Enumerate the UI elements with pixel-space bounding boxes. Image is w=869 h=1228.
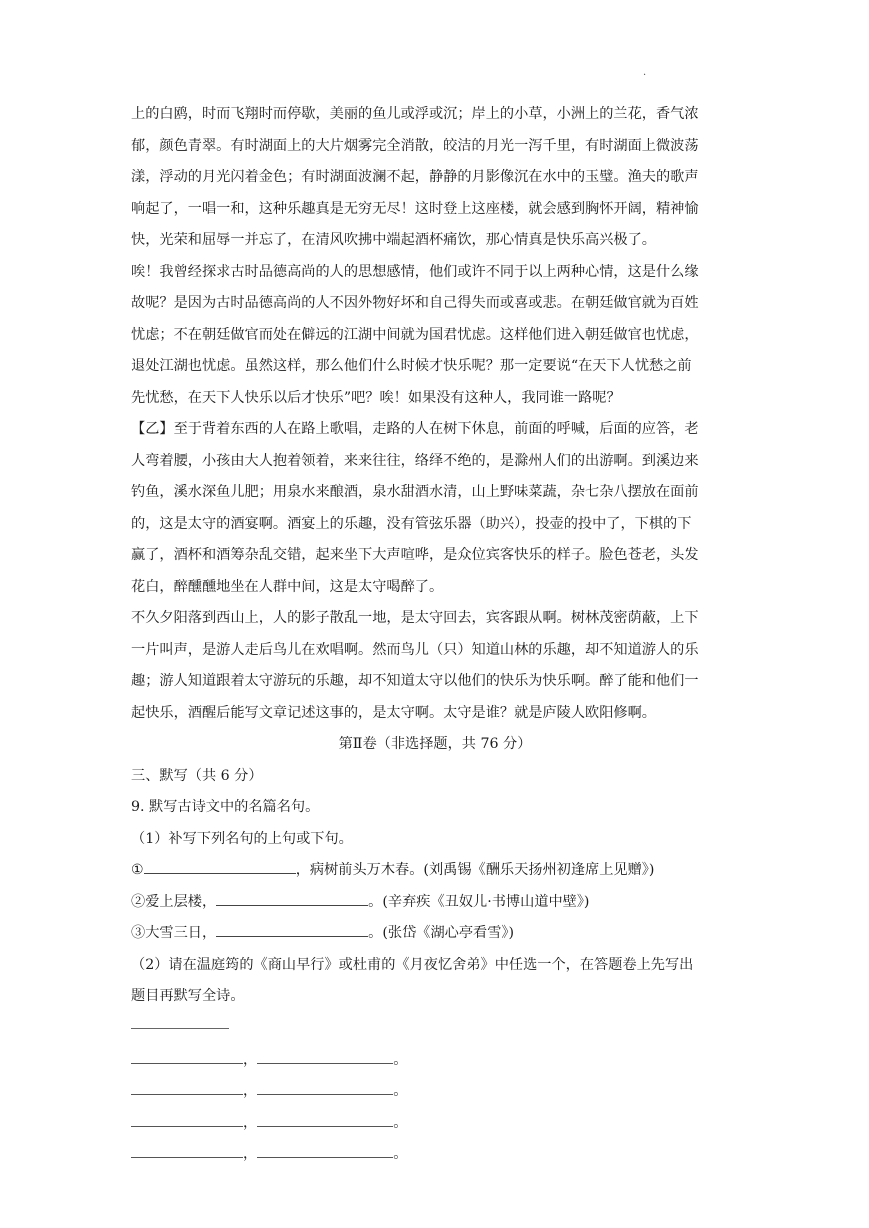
text-line: 退处江湖也忧虑。虽然这样，那么他们什么时候才快乐呢？那一定要说“在天下人忧愁之前	[131, 358, 692, 374]
answer-blank[interactable]	[131, 1142, 243, 1158]
fill-item-3: ③大雪三日， 。(张岱《湖心亭看雪》)	[131, 918, 739, 950]
answer-blank[interactable]	[131, 1079, 243, 1095]
text-line: 上的白鸥，时而飞翔时而停歇，美丽的鱼儿或浮或沉；岸上的小草，小洲上的兰花，香气浓	[131, 106, 699, 122]
text-line: 漾，浮动的月光闪着金色；有时湖面波澜不起，静静的月影像沉在水中的玉璧。渔夫的歌声	[131, 169, 699, 185]
answer-blank[interactable]	[144, 859, 296, 874]
sub-question-1: （1）补写下列名句的上句或下句。	[131, 830, 353, 847]
document-page	[131, 99, 739, 1171]
answer-blank[interactable]	[216, 922, 368, 937]
text-line: 不久夕阳落到西山上，人的影子散乱一地，是太守回去，宾客跟从啊。树林茂密荫蔽，上下	[131, 610, 699, 626]
poem-answer-row: ， 。	[131, 1139, 739, 1171]
answer-blank[interactable]	[257, 1111, 393, 1127]
item-number: ③	[131, 925, 146, 941]
fill-item-1: ① ，病树前头万木春。(刘禹锡《酬乐天扬州初逢席上见赠》)	[131, 855, 739, 887]
poem-answer-row: ， 。	[131, 1108, 739, 1140]
item-number: ①	[131, 862, 144, 878]
poem-answer-row: ， 。	[131, 1076, 739, 1108]
question-9: 9. 默写古诗文中的名篇名句。	[131, 799, 320, 815]
answer-blank[interactable]	[257, 1079, 393, 1095]
answer-blank[interactable]	[216, 891, 368, 906]
text-line: 先忧愁，在天下人快乐以后才快乐”吧？唉！如果没有这种人，我同谁一路呢？	[131, 389, 621, 406]
poem-answer-row: ， 。	[131, 1045, 739, 1077]
text-line: 【乙】至于背着东西的人在路上歌唱，走路的人在树下休息，前面的呼喊，后面的应答，老	[131, 421, 699, 437]
text-line: 唉！我曾经探求古时品德高尚的人的思想感情，他们或许不同于以上两种心情，这是什么缘	[131, 263, 699, 280]
fill-item-2: ②爱上层楼， 。(辛弃疾《丑奴儿·书博山道中壁》)	[131, 887, 739, 919]
text-line: 响起了，一唱一和，这种乐趣真是无穷无尽！这时登上这座楼，就会感到胸怀开阔，精神愉	[131, 200, 699, 217]
sub-question-2-cont: 题目再默写全诗。	[131, 988, 245, 1004]
text-line: 快，光荣和屈辱一并忘了，在清风吹拂中端起酒杯痛饮，那心情真是快乐高兴极了。	[131, 232, 656, 248]
answer-blank[interactable]	[131, 1111, 243, 1127]
sub-question-2: （2）请在温庭筠的《商山早行》或杜甫的《月夜忆舍弟》中任选一个，在答题卷上先写出	[131, 956, 694, 973]
text-line: 故呢？是因为古时品德高尚的人不因外物好坏和自己得失而或喜或悲。在朝廷做官就为百姓	[131, 295, 699, 311]
text-line: 的，这是太守的酒宴啊。酒宴上的乐趣，没有管弦乐器（助兴），投壶的投中了，下棋的下	[131, 515, 692, 532]
text-line: 人弯着腰，小孩由大人抱着领着，来来往往，络绎不绝的，是滁州人们的出游啊。到溪边来	[131, 452, 699, 469]
text-line: 钓鱼，溪水深鱼儿肥；用泉水来酿酒，泉水甜酒水清，山上野味菜蔬，杂七杂八摆放在面前	[131, 484, 699, 500]
text-line: 趣；游人知道跟着太守游玩的乐趣，却不知道太守以他们的快乐为快乐啊。醉了能和他们一	[131, 673, 699, 689]
answer-blank[interactable]	[257, 1142, 393, 1158]
header-mark: ·	[643, 70, 647, 81]
item-number: ②	[131, 893, 146, 910]
text-line: 一片叫声，是游人走后鸟儿在欢唱啊。然而鸟儿（只）知道山林的乐趣，却不知道游人的乐	[131, 641, 699, 658]
text-line: 忧虑；不在朝廷做官而处在僻远的江湖中间就为国君忧虑。这样他们进入朝廷做官也忧虑，	[131, 326, 699, 343]
text-line: 郁，颜色青翠。有时湖面上的大片烟雾完全消散，皎洁的月光一泻千里，有时湖面上微波荡	[131, 137, 699, 154]
section-title: 第Ⅱ卷（非选择题，共 76 分）	[338, 736, 532, 752]
text-line: 花白，醉醺醺地坐在人群中间，这是太守喝醉了。	[131, 578, 444, 595]
part-heading: 三、默写（共 6 分）	[131, 767, 263, 784]
text-line: 起快乐，酒醒后能写文章记述这事的，是太守啊。太守是谁？就是庐陵人欧阳修啊。	[131, 704, 656, 721]
answer-blank[interactable]	[257, 1048, 393, 1064]
poem-title-blank[interactable]	[131, 1027, 229, 1029]
passage-yi-translation	[131, 414, 739, 729]
answer-blank[interactable]	[131, 1048, 243, 1064]
text-line: 赢了，酒杯和酒筹杂乱交错，起来坐下大声喧哗，是众位宾客快乐的样子。脸色苍老，头发	[131, 547, 699, 563]
passage-jia-translation	[131, 99, 739, 414]
